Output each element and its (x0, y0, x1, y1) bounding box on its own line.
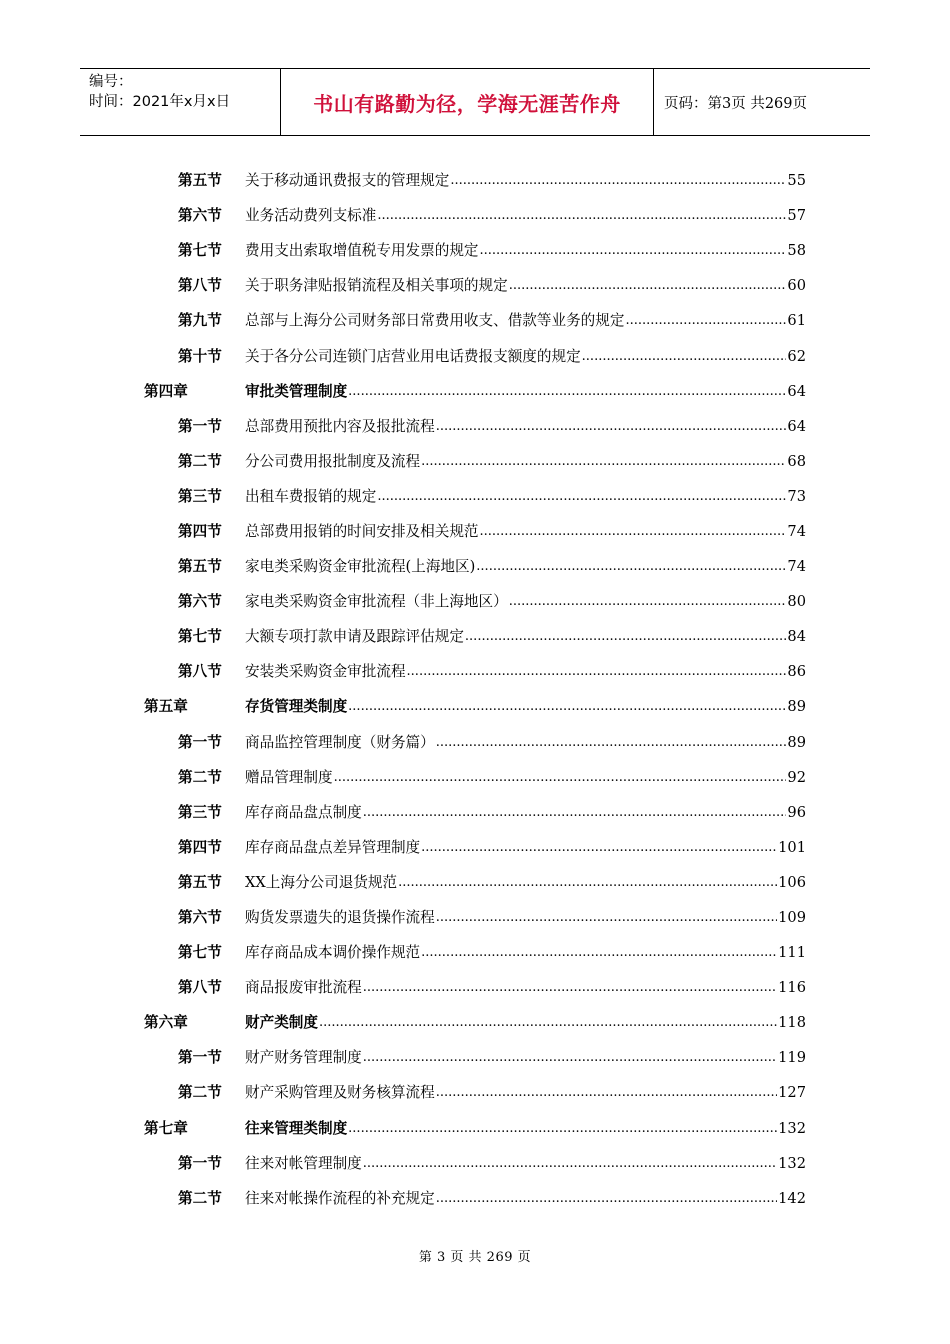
toc-section-entry[interactable] (0, 759, 950, 794)
toc-entry-page: 58 (787, 242, 806, 260)
toc-entry-page: 89 (787, 733, 806, 751)
toc-entry-title: 分公司费用报批制度及流程 (245, 452, 421, 470)
toc-entry-number: 第五节 (178, 558, 222, 576)
toc-entry-title: 家电类采购资金审批流程(上海地区) (245, 558, 476, 576)
toc-entry-title: 关于职务津贴报销流程及相关事项的规定 (245, 277, 508, 295)
toc-entry-page: 106 (778, 873, 806, 891)
dot-leader (363, 978, 777, 995)
toc-entry-page: 61 (787, 312, 806, 330)
toc-entry-number: 第十节 (178, 347, 222, 365)
toc-entry-page: 101 (778, 838, 806, 856)
toc-entry-line (245, 239, 806, 260)
toc-entry-number: 第六节 (178, 593, 222, 611)
toc-entry-line (245, 1046, 806, 1067)
toc-entry-title: 财产采购管理及财务核算流程 (245, 1084, 435, 1102)
toc-entry-page: 64 (787, 382, 806, 400)
toc-entry-title: 购货发票遗失的退货操作流程 (245, 909, 435, 927)
toc-entry-line (245, 380, 806, 401)
dot-leader (436, 1189, 777, 1206)
toc-entry-number: 第四节 (178, 838, 222, 856)
toc-entry-number: 第五章 (144, 698, 188, 716)
toc-entry-line (245, 345, 806, 366)
toc-section-entry[interactable] (0, 1145, 950, 1180)
toc-section-entry[interactable] (0, 443, 950, 478)
toc-entry-line (245, 660, 806, 681)
toc-entry-line (245, 1011, 806, 1032)
toc-entry-page: 142 (778, 1189, 806, 1207)
toc-entry-line (245, 274, 806, 295)
toc-entry-title: 业务活动费列支标准 (245, 207, 377, 225)
toc-entry-title: 库存商品成本调价操作规范 (245, 944, 421, 962)
toc-entry-title: 财产类制度 (245, 1014, 318, 1032)
toc-entry-number: 第八节 (178, 277, 222, 295)
time-label: 时间：2021年x月x日 (89, 94, 231, 110)
toc-entry-page: 116 (778, 979, 806, 997)
toc-chapter-entry[interactable] (0, 688, 950, 723)
toc-entry-line (245, 871, 806, 892)
header-meta (80, 69, 281, 135)
toc-entry-title: 安装类采购资金审批流程 (245, 663, 406, 681)
dot-leader (348, 697, 786, 714)
toc-entry-line (245, 801, 806, 822)
dot-leader (421, 452, 786, 469)
toc-entry-number: 第五节 (178, 873, 222, 891)
dot-leader (436, 908, 777, 925)
toc-entry-number: 第七节 (178, 628, 222, 646)
toc-entry-line (245, 485, 806, 506)
toc-entry-line (245, 906, 806, 927)
toc-entry-number: 第一节 (178, 417, 222, 435)
page-footer: 第 3 页 共 269 页 (418, 1250, 532, 1265)
toc-entry-title: 往来对帐操作流程的补充规定 (245, 1189, 435, 1207)
toc-section-entry[interactable] (0, 197, 950, 232)
toc-entry-title: 存货管理类制度 (245, 698, 348, 716)
toc-entry-title: 财产财务管理制度 (245, 1049, 362, 1067)
dot-leader (363, 1048, 777, 1065)
toc-section-entry[interactable] (0, 1180, 950, 1215)
toc-entry-title: 库存商品盘点制度 (245, 803, 362, 821)
toc-entry-line (245, 695, 806, 716)
dot-leader (436, 733, 787, 750)
toc-entry-title: 商品监控管理制度（财务篇） (245, 733, 435, 751)
toc-entry-number: 第三节 (178, 803, 222, 821)
toc-entry-number: 第九节 (178, 312, 222, 330)
dot-leader (582, 347, 787, 364)
toc-entry-line (245, 1081, 806, 1102)
toc-entry-title: 往来对帐管理制度 (245, 1154, 362, 1172)
dot-leader (465, 627, 787, 644)
header-motto: 书山有路勤为径，学海无涯苦作舟 (281, 69, 654, 135)
toc-entry-number: 第六章 (144, 1014, 188, 1032)
toc-entry-line (245, 204, 806, 225)
toc-entry-line (245, 766, 806, 787)
dot-leader (363, 1154, 777, 1171)
toc-entry-title: 审批类管理制度 (245, 382, 348, 400)
toc-entry-page: 127 (778, 1084, 806, 1102)
toc-entry-page: 89 (787, 698, 806, 716)
number-label: 编号： (89, 74, 133, 90)
dot-leader (363, 803, 787, 820)
toc-entry-number: 第一节 (178, 1154, 222, 1172)
table-of-contents (0, 162, 950, 1215)
toc-section-entry[interactable] (0, 1039, 950, 1074)
page-header (80, 68, 870, 136)
toc-entry-line (245, 169, 806, 190)
toc-entry-number: 第四节 (178, 522, 222, 540)
dot-leader (377, 487, 786, 504)
toc-entry-title: 费用支出索取增值税专用发票的规定 (245, 242, 479, 260)
toc-entry-page: 55 (787, 172, 806, 190)
toc-entry-line (245, 625, 806, 646)
toc-entry-number: 第六节 (178, 909, 222, 927)
toc-entry-line (245, 941, 806, 962)
toc-entry-title: 赠品管理制度 (245, 768, 333, 786)
toc-section-entry[interactable] (0, 583, 950, 618)
toc-section-entry[interactable] (0, 478, 950, 513)
toc-entry-page: 62 (787, 347, 806, 365)
toc-entry-page: 73 (787, 487, 806, 505)
dot-leader (377, 206, 786, 223)
toc-entry-page: 74 (787, 522, 806, 540)
toc-entry-title: 总部费用报销的时间安排及相关规范 (245, 522, 479, 540)
toc-entry-page: 74 (787, 558, 806, 576)
toc-entry-title: 总部与上海分公司财务部日常费用收支、借款等业务的规定 (245, 312, 625, 330)
dot-leader (509, 276, 787, 293)
dot-leader (476, 557, 786, 574)
dot-leader (450, 171, 786, 188)
toc-chapter-entry[interactable] (0, 373, 950, 408)
toc-entry-page: 109 (778, 909, 806, 927)
toc-entry-number: 第一节 (178, 733, 222, 751)
toc-section-entry[interactable] (0, 899, 950, 934)
dot-leader (436, 1083, 777, 1100)
toc-section-entry[interactable] (0, 267, 950, 302)
toc-entry-number: 第二节 (178, 768, 222, 786)
toc-entry-line (245, 555, 806, 576)
toc-entry-line (245, 1117, 806, 1138)
toc-entry-title: XX上海分公司退货规范 (245, 873, 398, 891)
toc-entry-page: 68 (787, 452, 806, 470)
toc-entry-number: 第二节 (178, 1084, 222, 1102)
toc-entry-number: 第六节 (178, 207, 222, 225)
dot-leader (625, 311, 786, 328)
toc-section-entry[interactable] (0, 653, 950, 688)
toc-entry-line (245, 415, 806, 436)
toc-entry-title: 库存商品盘点差异管理制度 (245, 838, 421, 856)
toc-section-entry[interactable] (0, 969, 950, 1004)
toc-entry-number: 第四章 (144, 382, 188, 400)
toc-entry-number: 第二节 (178, 1189, 222, 1207)
dot-leader (436, 417, 787, 434)
toc-section-entry[interactable] (0, 337, 950, 372)
toc-section-entry[interactable] (0, 794, 950, 829)
toc-section-entry[interactable] (0, 408, 950, 443)
toc-entry-page: 80 (787, 593, 806, 611)
toc-entry-title: 关于移动通讯费报支的管理规定 (245, 172, 450, 190)
toc-entry-title: 总部费用预批内容及报批流程 (245, 417, 435, 435)
toc-entry-page: 132 (778, 1119, 806, 1137)
toc-entry-page: 86 (787, 663, 806, 681)
toc-entry-number: 第三节 (178, 487, 222, 505)
toc-section-entry[interactable] (0, 548, 950, 583)
toc-entry-line (245, 836, 806, 857)
toc-entry-number: 第七章 (144, 1119, 188, 1137)
toc-entry-line (245, 1152, 806, 1173)
dot-leader (407, 662, 787, 679)
dot-leader (398, 873, 777, 890)
toc-entry-page: 57 (787, 207, 806, 225)
toc-entry-line (245, 590, 806, 611)
toc-entry-number: 第八节 (178, 663, 222, 681)
toc-entry-title: 商品报废审批流程 (245, 979, 362, 997)
toc-section-entry[interactable] (0, 232, 950, 267)
toc-entry-number: 第二节 (178, 452, 222, 470)
dot-leader (348, 1119, 777, 1136)
toc-entry-line (245, 520, 806, 541)
toc-entry-number: 第五节 (178, 172, 222, 190)
toc-entry-title: 往来管理类制度 (245, 1119, 348, 1137)
toc-entry-page: 111 (778, 944, 806, 962)
toc-section-entry[interactable] (0, 162, 950, 197)
toc-entry-page: 119 (778, 1049, 806, 1067)
toc-entry-page: 64 (787, 417, 806, 435)
toc-entry-title: 大额专项打款申请及跟踪评估规定 (245, 628, 464, 646)
toc-entry-line (245, 1187, 806, 1208)
toc-section-entry[interactable] (0, 934, 950, 969)
toc-entry-number: 第七节 (178, 242, 222, 260)
dot-leader (421, 838, 777, 855)
toc-entry-number: 第七节 (178, 944, 222, 962)
toc-entry-title: 家电类采购资金审批流程（非上海地区） (245, 593, 508, 611)
toc-section-entry[interactable] (0, 864, 950, 899)
toc-section-entry[interactable] (0, 302, 950, 337)
dot-leader (509, 592, 787, 609)
toc-entry-page: 84 (787, 628, 806, 646)
header-page-info: 页码：第3页 共269页 (664, 95, 808, 112)
toc-chapter-entry[interactable] (0, 1004, 950, 1039)
toc-chapter-entry[interactable] (0, 1110, 950, 1145)
toc-entry-page: 60 (787, 277, 806, 295)
dot-leader (480, 522, 787, 539)
toc-entry-line (245, 976, 806, 997)
dot-leader (421, 943, 777, 960)
dot-leader (348, 382, 786, 399)
toc-entry-number: 第八节 (178, 979, 222, 997)
toc-entry-page: 132 (778, 1154, 806, 1172)
toc-entry-page: 118 (778, 1014, 806, 1032)
toc-entry-line (245, 309, 806, 330)
toc-section-entry[interactable] (0, 724, 950, 759)
toc-entry-page: 96 (787, 803, 806, 821)
toc-section-entry[interactable] (0, 1074, 950, 1109)
toc-entry-line (245, 450, 806, 471)
toc-section-entry[interactable] (0, 829, 950, 864)
dot-leader (334, 768, 787, 785)
toc-entry-line (245, 731, 806, 752)
toc-entry-title: 出租车费报销的规定 (245, 487, 377, 505)
dot-leader (319, 1013, 777, 1030)
dot-leader (480, 241, 787, 258)
toc-entry-title: 关于各分公司连锁门店营业用电话费报支额度的规定 (245, 347, 581, 365)
toc-entry-number: 第一节 (178, 1049, 222, 1067)
toc-entry-page: 92 (787, 768, 806, 786)
toc-section-entry[interactable] (0, 513, 950, 548)
toc-section-entry[interactable] (0, 618, 950, 653)
